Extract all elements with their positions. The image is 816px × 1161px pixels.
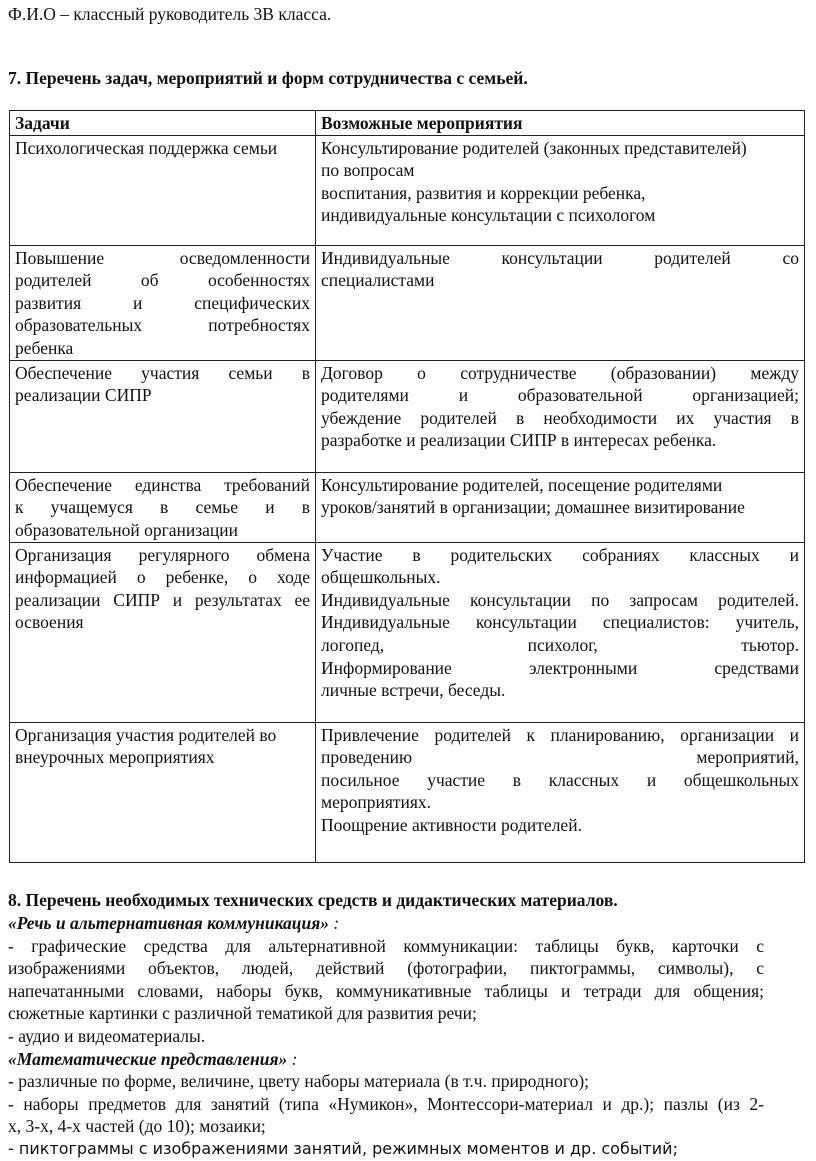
task-line: реализации СИПР	[15, 385, 152, 406]
table-row	[10, 722, 805, 862]
math-line-1: - различные по форме, величине, цвету наборы материала (в т.ч. природного);	[8, 1071, 590, 1092]
activity-line: Договор о сотрудничестве (образовании) между	[321, 362, 799, 383]
activity-line: Привлечение родителей к планированию, организации и	[321, 724, 799, 745]
table-row	[10, 245, 805, 360]
pictograms-line: - пиктограммы с изображениями занятий, режимных моментов и др. событий;	[8, 1138, 678, 1158]
math-line-2: - наборы предметов для занятий (типа «Нумикон», Монтессори-материал и др.); пазлы (из 2-	[8, 1093, 764, 1114]
activity-cell	[316, 722, 805, 862]
header-teacher-line: Ф.И.О – классный руководитель 3В класса.	[8, 4, 332, 24]
task-line: информацией о ребенке, о ходе	[15, 567, 310, 588]
task-line: Организация участия родителей во	[15, 724, 277, 745]
task-line: развития и специфических	[15, 292, 310, 313]
subsection-math-heading	[8, 1048, 764, 1071]
table-row	[10, 360, 805, 472]
activity-line: общешкольных.	[321, 567, 441, 588]
table-header-row	[10, 111, 805, 136]
section-7-title: 7. Перечень задач, мероприятий и форм сотрудничества с семьей.	[8, 68, 528, 88]
task-cell	[10, 245, 316, 360]
task-cell	[10, 135, 316, 245]
section-8-title: 8. Перечень необходимых технических средств и дидактических материалов.	[8, 890, 618, 910]
activity-line: мероприятиях.	[321, 792, 432, 813]
activity-line: Индивидуальные консультации специалистов: учитель,	[321, 612, 799, 633]
activity-cell	[316, 360, 805, 472]
activity-line: специалистами	[321, 270, 435, 291]
activity-line: Индивидуальные консультации по запросам родителей.	[321, 589, 799, 610]
activity-line: Участие в родительских собраниях классных и	[321, 544, 799, 565]
activity-line: убеждение родителей в необходимости их участия в	[321, 407, 799, 428]
activity-line: Консультирование родителей, посещение родителями	[321, 474, 723, 495]
speech-line-3: напечатанными словами, наборы букв, коммуникативные таблицы и тетради для общения;	[8, 980, 764, 1001]
subsection-speech-title: «Речь и альтернативная коммуникация»	[8, 913, 330, 933]
math-line-3: х, 3-х, 4-х частей (до 10); мозаики;	[8, 1116, 266, 1137]
activity-cell	[316, 542, 805, 722]
tasks-table	[9, 110, 805, 863]
task-line: образовательной организации	[15, 519, 239, 540]
task-line: ребенка	[15, 337, 74, 358]
activity-line: Информирование электронными средствами	[321, 657, 799, 678]
task-cell	[10, 542, 316, 722]
activity-line: логопед, психолог, тьютор.	[321, 634, 799, 655]
activity-line: уроков/занятий в организации; домашнее визитирование	[321, 497, 745, 518]
header-tasks: Задачи	[10, 111, 316, 136]
activity-line: разработке и реализации СИПР в интересах ребенка.	[321, 430, 717, 451]
subsection-speech-colon: :	[329, 913, 340, 933]
activity-cell	[316, 135, 805, 245]
table-row	[10, 472, 805, 542]
task-line: Повышение осведомленности	[15, 247, 310, 268]
subsection-speech-heading	[8, 912, 764, 935]
activity-line: по вопросам	[321, 160, 415, 181]
activity-line: индивидуальные консультации с психологом	[321, 205, 656, 226]
header-activities: Возможные мероприятия	[316, 111, 805, 136]
task-line: освоения	[15, 612, 84, 633]
table-row	[10, 135, 805, 245]
activity-line: посильное участие в классных и общешкольных	[321, 769, 799, 790]
task-line: Организация регулярного обмена	[15, 544, 310, 565]
task-line: внеурочных мероприятиях	[15, 747, 215, 768]
activity-line: родителями и образовательной организацией;	[321, 385, 799, 406]
section-8-body	[8, 912, 764, 1161]
activity-line: Консультирование родителей (законных представителей)	[321, 137, 747, 158]
task-line: к учащемуся в семье и в	[15, 497, 310, 518]
speech-line-1: - графические средства для альтернативной коммуникации: таблицы букв, карточки с	[8, 935, 764, 956]
task-cell	[10, 472, 316, 542]
activity-line: Индивидуальные консультации родителей со	[321, 247, 799, 268]
activity-cell	[316, 245, 805, 360]
table-row	[10, 542, 805, 722]
task-line: родителей об особенностях	[15, 270, 310, 291]
activity-line: личные встречи, беседы.	[321, 680, 506, 701]
activity-line: воспитания, развития и коррекции ребенка,	[321, 182, 646, 203]
speech-line-2: изображениями объектов, людей, действий (фотографии, пиктограммы, символы), с	[8, 958, 764, 979]
task-line: образовательных потребностях	[15, 315, 310, 336]
speech-line-4: сюжетные картинки с различной тематикой для развития речи;	[8, 1003, 477, 1024]
task-cell	[10, 360, 316, 472]
task-line: реализации СИПР и результатах ее	[15, 589, 310, 610]
activity-line: проведению мероприятий,	[321, 747, 799, 768]
subsection-math-colon: :	[287, 1048, 298, 1069]
activity-line: Поощрение активности родителей.	[321, 814, 582, 835]
task-line: Обеспечение единства требований	[15, 474, 310, 495]
task-line: Обеспечение участия семьи в	[15, 362, 310, 383]
subsection-math-title: «Математические представления»	[8, 1048, 288, 1069]
speech-line-5: - аудио и видеоматериалы.	[8, 1025, 206, 1046]
activity-cell	[316, 472, 805, 542]
task-cell	[10, 722, 316, 862]
task-line: Психологическая поддержка семьи	[15, 137, 278, 158]
